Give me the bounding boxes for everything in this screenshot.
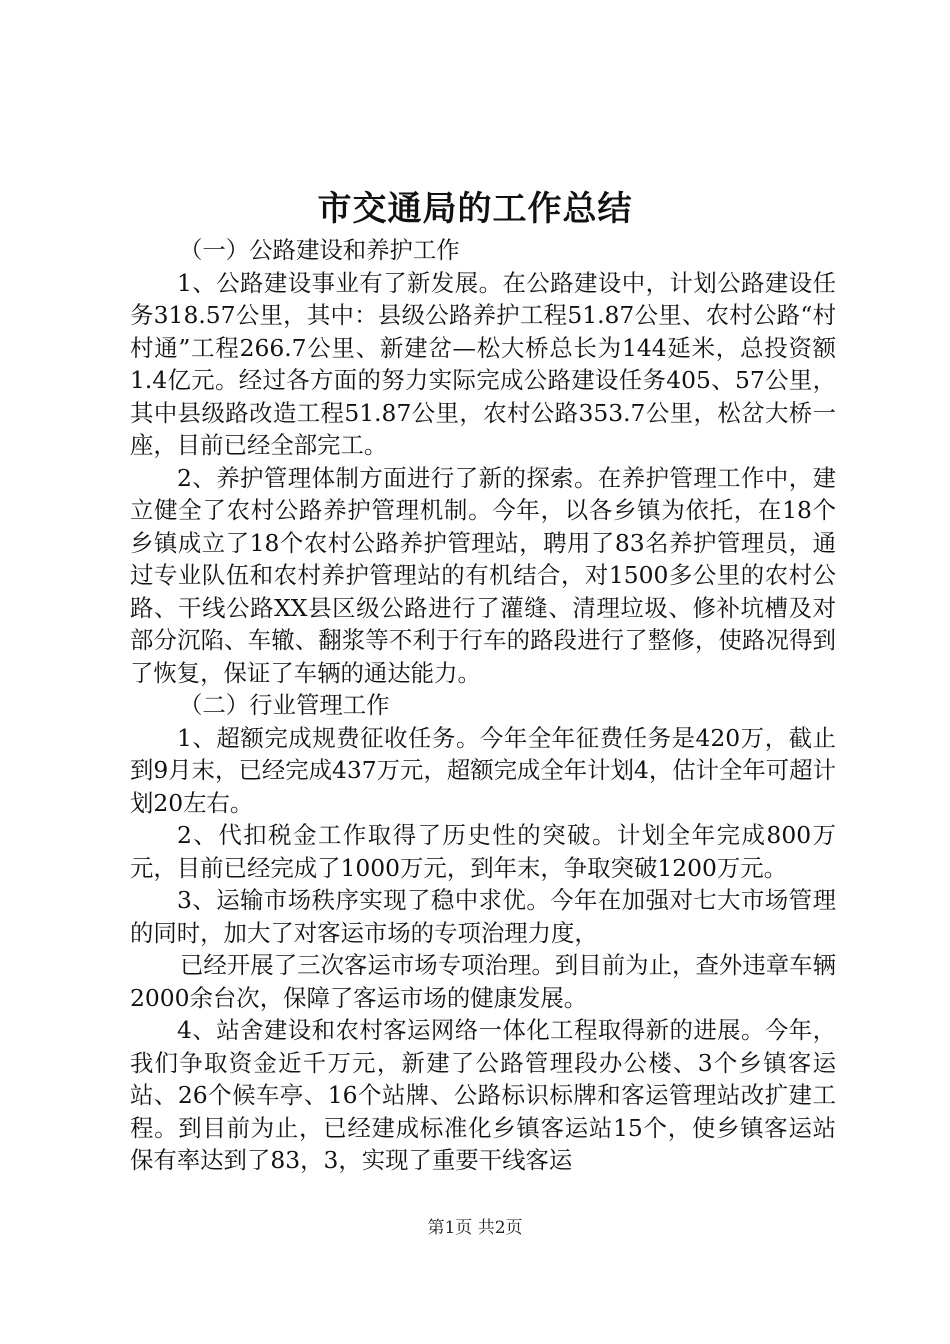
paragraph: 1、公路建设事业有了新发展。在公路建设中，计划公路建设任务318.57公里，其中：县级公路养护工程51.87公里、农村公路“村村通”工程266.7公里、新建岔—松大桥总长为144延米，总投资额1.4亿元。经过各方面的努力实际完成公路建设任务405、57公里，其中县级路改造工程51.87公里，农村公路353.7公里，松岔大桥一座，目前已经全部完工。 [130,268,836,459]
page-footer: 第1页 共2页 [427,1218,523,1238]
paragraph: 2、养护管理体制方面进行了新的探索。在养护管理工作中，建立健全了农村公路养护管理机制。今年，以各乡镇为依托，在18个乡镇成立了18个农村公路养护管理站，聘用了83名养护管理员，通过专业队伍和农村养护管理站的有机结合，对1500多公里的农村公路、干线公路XX县区级公路进行了灌缝、清理垃圾、修补坑槽及对部分沉陷、车辙、翻浆等不利于行车的路段进行了整修，使路况得到了恢复，保证了车辆的通达能力。 [130,463,836,687]
document-title: 市交通局的工作总结 [317,189,633,229]
paragraph: 3、运输市场秩序实现了稳中求优。今年在加强对七大市场管理的同时，加大了对客运市场的专项治理力度， [130,886,836,947]
paragraph-continuation: 已经开展了三次客运市场专项治理。到目前为止，查外违章车辆2000余台次，保障了客运市场的健康发展。 [130,951,836,1012]
paragraph: 4、站舍建设和农村客运网络一体化工程取得新的进展。今年，我们争取资金近千万元，新建了公路管理段办公楼、3个乡镇客运站、26个候车亭、16个站牌、公路标识标牌和客运管理站改扩建工程。到目前为止，已经建成标准化乡镇客运站15个，使乡镇客运站保有率达到了83，3，实现了重要干线客运 [130,1016,836,1174]
section-heading: （一）公路建设和养护工作 [179,236,460,264]
paragraph: 1、超额完成规费征收任务。今年全年征费任务是420万，截止到9月末，已经完成437万元，超额完成全年计划4，估计全年可超计划20左右。 [130,723,836,817]
paragraph: 2、代扣税金工作取得了历史性的突破。计划全年完成800万元，目前已经完成了1000万元，到年末，争取突破1200万元。 [130,821,836,882]
document-body [130,234,836,1177]
section-heading: （二）行业管理工作 [179,691,390,719]
